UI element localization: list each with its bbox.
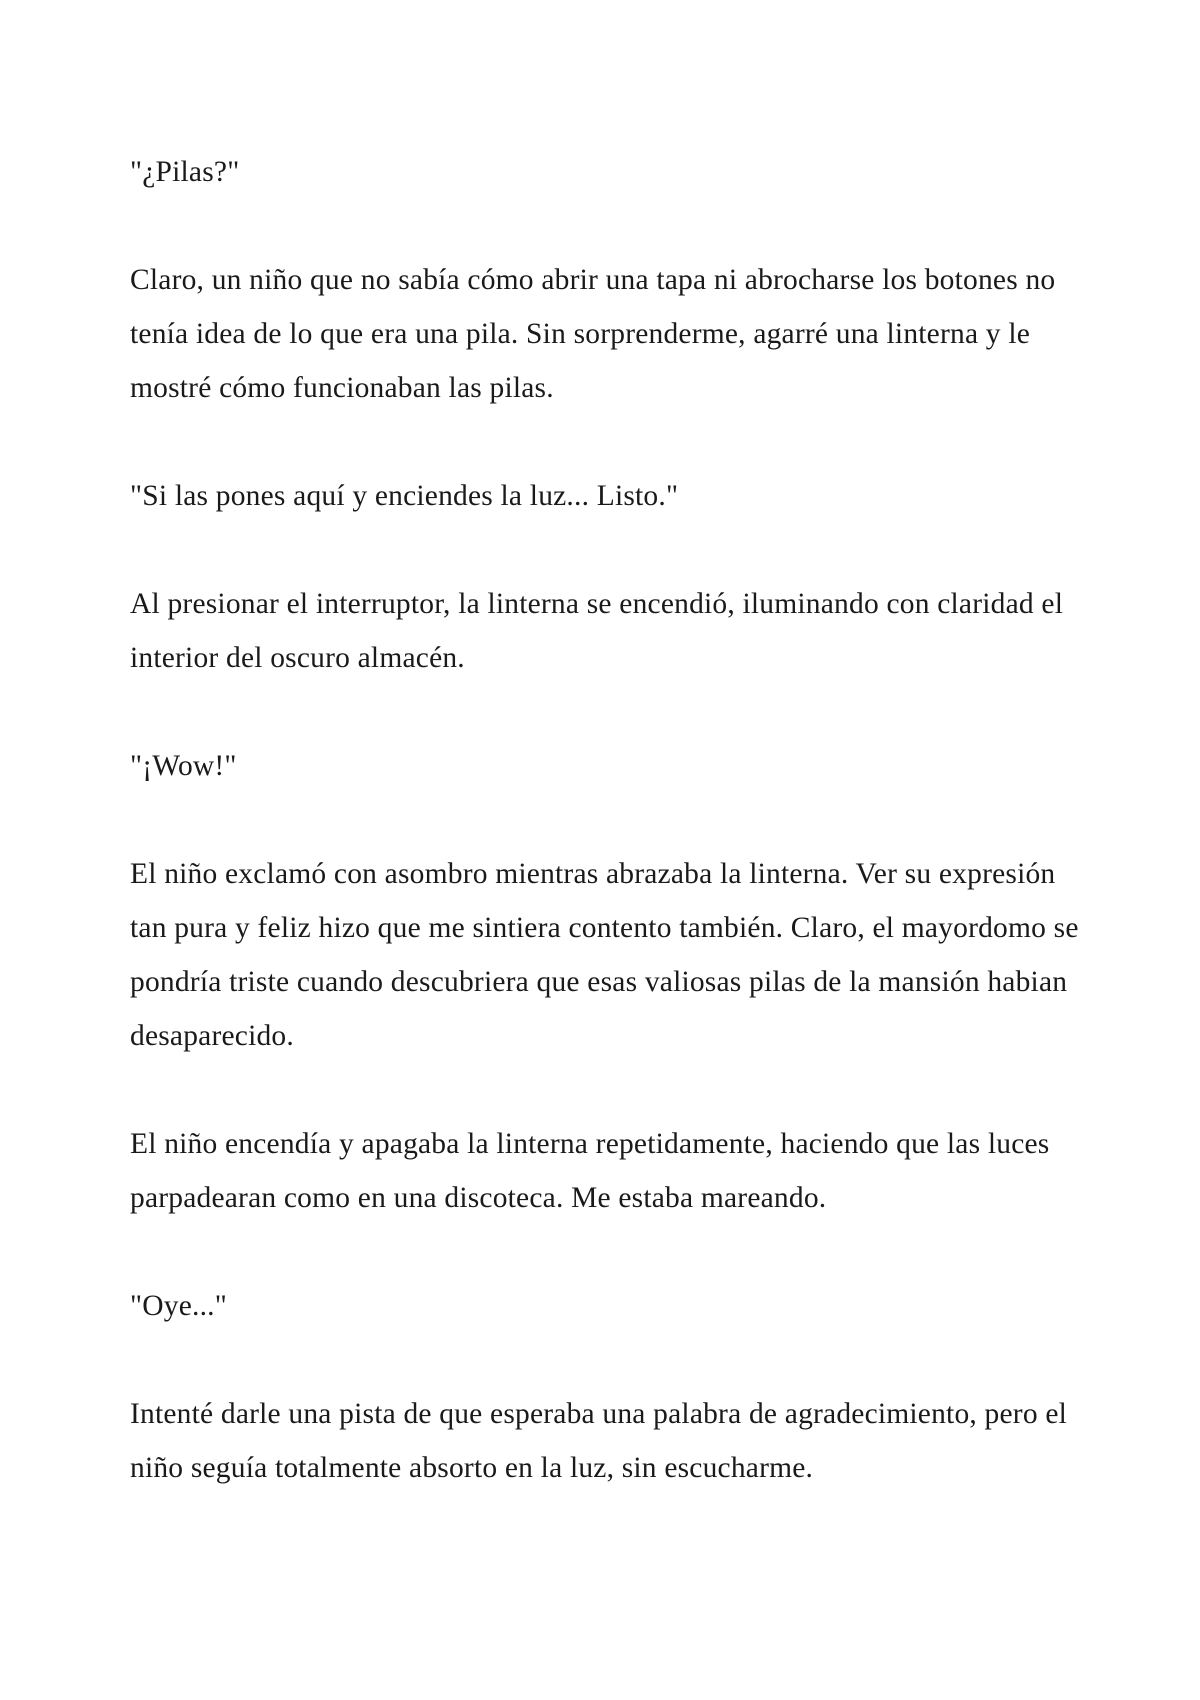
document-page [130, 145, 1090, 1549]
paragraph-narration: El niño exclamó con asombro mientras abrazaba la linterna. Ver su expresión tan pura y feliz hizo que me sintiera contento también. Claro, el mayordomo se pondría triste cuando descubriera que esas valiosas pilas de la mansión habian desaparecido. [130, 858, 1079, 1052]
paragraph-narration: El niño encendía y apagaba la linterna repetidamente, haciendo que las luces parpadearan como en una discoteca. Me estaba mareando. [130, 1128, 1050, 1214]
paragraph-dialogue-pilas: "¿Pilas?" [130, 156, 240, 188]
paragraph-narration: Intenté darle una pista de que esperaba una palabra de agradecimiento, pero el niño seguía totalmente absorto en la luz, sin escucharme. [130, 1398, 1068, 1484]
paragraph-dialogue-oye: "Oye..." [130, 1290, 227, 1322]
paragraph-narration: Claro, un niño que no sabía cómo abrir una tapa ni abrocharse los botones no tenía idea de lo que era una pila. Sin sorprenderme, agarré una linterna y le mostré cómo funcionaban las pilas. [130, 264, 1056, 404]
paragraph-dialogue-wow: "¡Wow!" [130, 750, 237, 782]
paragraph-narration: Al presionar el interruptor, la linterna se encendió, iluminando con claridad el interior del oscuro almacén. [130, 588, 1064, 674]
paragraph-dialogue-listo: "Si las pones aquí y enciendes la luz... Listo." [130, 480, 679, 512]
